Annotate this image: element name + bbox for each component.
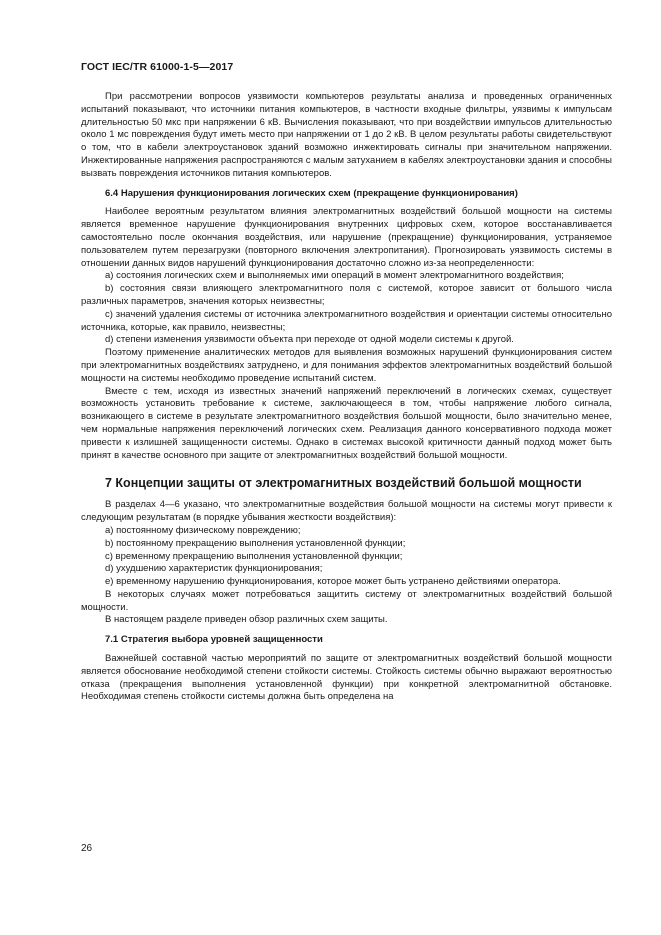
- list-item: a) состояния логических схем и выполняемых ими операций в момент электромагнитного воздействия;: [105, 270, 564, 282]
- list-item: c) временному прекращению выполнения установленной функции;: [105, 550, 403, 562]
- paragraph: Поэтому применение аналитических методов для выявления возможных нарушений функционирования систем при электромагнитных воздействиях затруднено, и для понимания эффектов электромагнитных воздействий большой мощности на системы необходимо проведение испытаний систем.: [81, 347, 612, 384]
- document-header: ГОСТ IEC/TR 61000-1-5—2017: [81, 61, 234, 73]
- list-item: a) постоянному физическому повреждению;: [105, 524, 301, 536]
- page-number: 26: [81, 843, 93, 854]
- section-7-heading: 7 Концепции защиты от электромагнитных воздействий большой мощности: [105, 476, 582, 491]
- section-7-1-heading: 7.1 Стратегия выбора уровней защищенности: [105, 634, 323, 646]
- list-item: c) значений удаления системы от источника электромагнитного воздействия и ориентации системы относительно источника, которые, как правило, неизвестны;: [81, 308, 612, 333]
- list-item: d) степени изменения уязвимости объекта при переходе от одной модели системы к другой.: [105, 334, 514, 346]
- page-body: [81, 91, 612, 704]
- paragraph: Важнейшей составной частью мероприятий по защите от электромагнитных воздействий большой мощности является обоснование необходимой степени стойкости системы. Стойкость системы обычно выражают вероятностью отказа (прекращения выполнения установленной функции) при конкретной электромагнитной обстановке. Необходимая степень стойкости системы должна быть определена на: [81, 653, 612, 703]
- list-item: e) временному нарушению функционирования, которое может быть устранено действиями оператора.: [105, 576, 561, 588]
- list-item: b) постоянному прекращению выполнения установленной функции;: [105, 537, 406, 549]
- list-item: d) ухудшению характеристик функционирования;: [105, 563, 323, 575]
- list-item: b) состояния связи влияющего электромагнитного поля с системой, которое зависит от большого числа различных параметров, значения которых неизвестны;: [81, 283, 612, 307]
- paragraph: Вместе с тем, исходя из известных значений напряжений переключений в логических схемах, существует возможность установить требование к системе, заключающееся в том, чтобы напряжение любого сигнала, возникающего в системе в результате электромагнитного воздействия большой мощности, было значительно менее, чем нормальные напряжения переключений логических схем. Реализация данного консервативного подхода может привести к излишней защищенности системы. Однако в системах высокой критичности данный подход может быть принят в качестве основного при защите от электромагнитных воздействий большой мощности.: [81, 385, 612, 461]
- paragraph: В настоящем разделе приведен обзор различных схем защиты.: [105, 614, 388, 626]
- paragraph: В разделах 4—6 указано, что электромагнитные воздействия большой мощности на системы могут привести к следующим результатам (в порядке убывания жесткости воздействия):: [81, 499, 612, 524]
- section-6-4-heading: 6.4 Нарушения функционирования логических схем (прекращение функционирования): [105, 187, 518, 199]
- paragraph: При рассмотрении вопросов уязвимости компьютеров результаты анализа и проведенных ограниченных испытаний показывают, что источники питания компьютеров, в частности входные фильтры, уязвимы к импульсам длительностью 50 мкс при напряжении 6 кВ. Вычисления показывают, что при воздействии импульсов длительностью около 1 мс повреждения будут иметь место при напряжении от 1 до 2 кВ. В целом результаты работы свидетельствуют о том, что в кабели электроустановок зданий возможно инжектировать сигналы при значительном напряжении. Инжектированные напряжения распространяются с малым затуханием в кабелях электроустановки здания и способны вызвать повреждения источников питания компьютеров.: [81, 91, 612, 179]
- paragraph: Наиболее вероятным результатом влияния электромагнитных воздействий большой мощности на системы является временное нарушение функционирования внутренних цифровых схем, которое восстанавливается самостоятельно после окончания воздействия, или нарушение (прекращение) функционирования, устраняемое пользователем путем перезагрузки (повторного включения электропитания). Прогнозировать уязвимость системы в отношении данных видов нарушений функционирования достаточно сложно из-за неопределенности:: [81, 206, 612, 269]
- paragraph: В некоторых случаях может потребоваться защитить систему от электромагнитных воздействий большой мощности.: [81, 588, 612, 613]
